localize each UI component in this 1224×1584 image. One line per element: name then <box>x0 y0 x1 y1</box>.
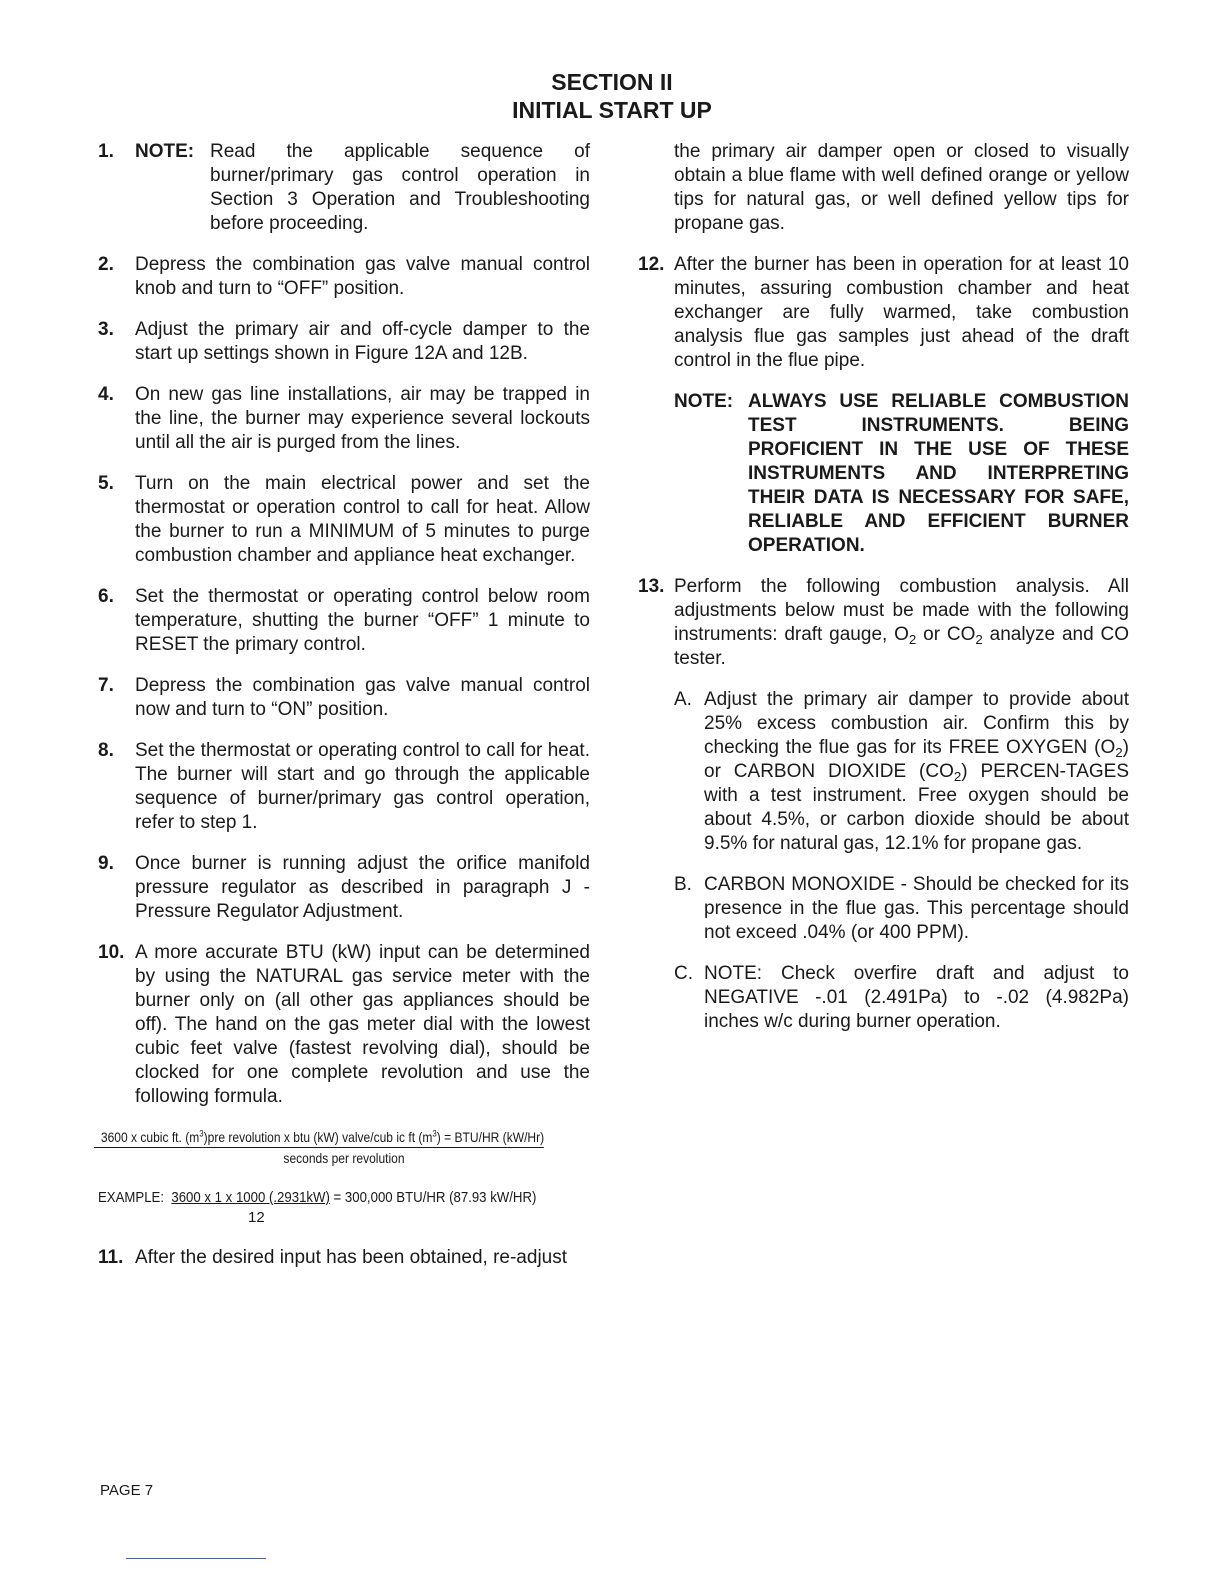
step-7 <box>98 674 590 722</box>
substep-text: CARBON MONOXIDE - Should be checked for its presence in the flue gas. This percentage should not exceed .04% (or 400 PPM). <box>704 874 1129 943</box>
substep-letter: C. <box>674 963 693 984</box>
step-text: Depress the combination gas valve manual control now and turn to “ON” position. <box>135 675 590 720</box>
step-number: 8. <box>98 740 114 761</box>
step-number: 3. <box>98 319 114 340</box>
step-text: Set the thermostat or operating control below room temperature, shutting the burner “OFF” 1 minute to RESET the primary control. <box>135 586 590 655</box>
left-column <box>98 140 590 1287</box>
step-number: 11. <box>98 1247 124 1268</box>
substep-a <box>674 688 1129 856</box>
btu-formula <box>94 1127 590 1168</box>
formula-denominator: seconds per revolution <box>283 1150 405 1166</box>
substep-text: NOTE: Check overfire draft and adjust to NEGATIVE -.01 (2.491Pa) to -.02 (4.982Pa) inches w/c during burner operation. <box>704 963 1129 1032</box>
step-number: 13. <box>638 576 665 597</box>
step-text: On new gas line installations, air may be trapped in the line, the burner may experience several lockouts until all the air is purged from the lines. <box>135 384 590 453</box>
step-number: 2. <box>98 254 114 275</box>
step-5 <box>98 472 590 568</box>
step-11-continued <box>638 140 1129 236</box>
footer-rule <box>126 1558 266 1559</box>
substep-c <box>674 962 1129 1034</box>
safety-note <box>674 390 1129 558</box>
step-text: Turn on the main electrical power and set the thermostat or operation control to call for heat. Allow the burner to run a MINIMUM of 5 minutes to purge combustion chamber and appliance heat exchanger. <box>135 473 590 566</box>
step-9 <box>98 852 590 924</box>
substep-letter: A. <box>674 689 692 710</box>
note-text: ALWAYS USE RELIABLE COMBUSTION TEST INSTRUMENTS. BEING PROFICIENT IN THE USE OF THESE INSTRUMENTS AND INTERPRETING THEIR DATA IS NECESSARY FOR SAFE, RELIABLE AND EFFICIENT BURNER OPERATION. <box>748 391 1129 556</box>
step-4 <box>98 383 590 455</box>
example-divisor: 12 <box>248 1209 265 1226</box>
right-column <box>638 140 1129 1051</box>
step-2 <box>98 253 590 301</box>
step-8 <box>98 739 590 835</box>
step-13 <box>638 575 1129 671</box>
step-number: 4. <box>98 384 114 405</box>
step-3 <box>98 318 590 366</box>
section-title: INITIAL START UP <box>512 97 712 123</box>
step-text: Set the thermostat or operating control to call for heat. The burner will start and go through the applicable sequence of burner/primary gas control operation, refer to step 1. <box>135 740 590 833</box>
step-number: 7. <box>98 675 114 696</box>
step-number: 9. <box>98 853 114 874</box>
step-text: the primary air damper open or closed to visually obtain a blue flame with well defined orange or yellow tips for natural gas, or well defined yellow tips for propane gas. <box>674 141 1129 234</box>
step-1 <box>98 140 590 236</box>
step-text: Adjust the primary air and off-cycle damper to the start up settings shown in Figure 12A and 12B. <box>135 319 590 364</box>
step-12 <box>638 253 1129 373</box>
step-text: After the burner has been in operation for at least 10 minutes, assuring combustion chamber and heat exchanger are fully warmed, take combustion analysis flue gas samples just ahead of the draft control in the flue pipe. <box>674 254 1129 371</box>
step-text: Once burner is running adjust the orifice manifold pressure regulator as described in paragraph J - Pressure Regulator Adjustment. <box>135 853 590 922</box>
step-text: Depress the combination gas valve manual control knob and turn to “OFF” position. <box>135 254 590 299</box>
example-result: = 300,000 BTU/HR (87.93 kW/HR) <box>333 1189 537 1206</box>
step-number: 5. <box>98 473 114 494</box>
example-numerator: 3600 x 1 x 1000 (.2931kW) <box>171 1189 330 1206</box>
note-label: NOTE: <box>135 141 195 162</box>
step-number: 6. <box>98 586 114 607</box>
note-label: NOTE: <box>674 391 734 412</box>
step-number: 1. <box>98 141 114 162</box>
substep-letter: B. <box>674 874 692 895</box>
example-label: EXAMPLE: <box>98 1189 165 1206</box>
section-number: SECTION II <box>551 69 673 95</box>
step-10 <box>98 941 590 1109</box>
formula-numerator: 3600 x cubic ft. $(m^3)pre$ revolution x btu (kW) valve/cub ic ft $(m^3) = BTU/HR$ (kW/Hr) <box>94 1127 544 1148</box>
step-6 <box>98 585 590 657</box>
step-text: Read the applicable sequence of burner/primary gas control operation in Section 3 Operation and Troubleshooting before proceeding. <box>210 141 590 234</box>
example-formula <box>98 1188 537 1208</box>
step-number: 10. <box>98 942 125 963</box>
substep-text: Adjust the primary air damper to provide about 25% excess combustion air. Confirm this by checking the flue gas for its FREE OXYGEN $(O_2)$ or CARBON DIOXIDE $(CO_2)$ PERCEN-TAGES with a test instrument. Free oxygen should be about 4.5%, or carbon dioxide should be about 9.5% for natural gas, 12.1% for propane gas. <box>704 689 1129 854</box>
step-text: Perform the following combustion analysis. All adjustments below must be made with the following instruments: draft gauge, $O_2$ or $CO_2$ analyze and CO tester. <box>674 576 1129 669</box>
step-text: After the desired input has been obtained, re-adjust <box>135 1247 568 1268</box>
page-number: PAGE 7 <box>100 1482 154 1499</box>
step-11 <box>98 1246 590 1270</box>
step-text: A more accurate BTU (kW) input can be determined by using the NATURAL gas service meter with the burner only on (all other gas appliances should be off). The hand on the gas meter dial with the lowest cubic feet valve (fastest revolving dial), should be clocked for one complete revolution and use the following formula. <box>135 942 590 1107</box>
substep-b <box>674 873 1129 945</box>
step-number: 12. <box>638 254 665 275</box>
